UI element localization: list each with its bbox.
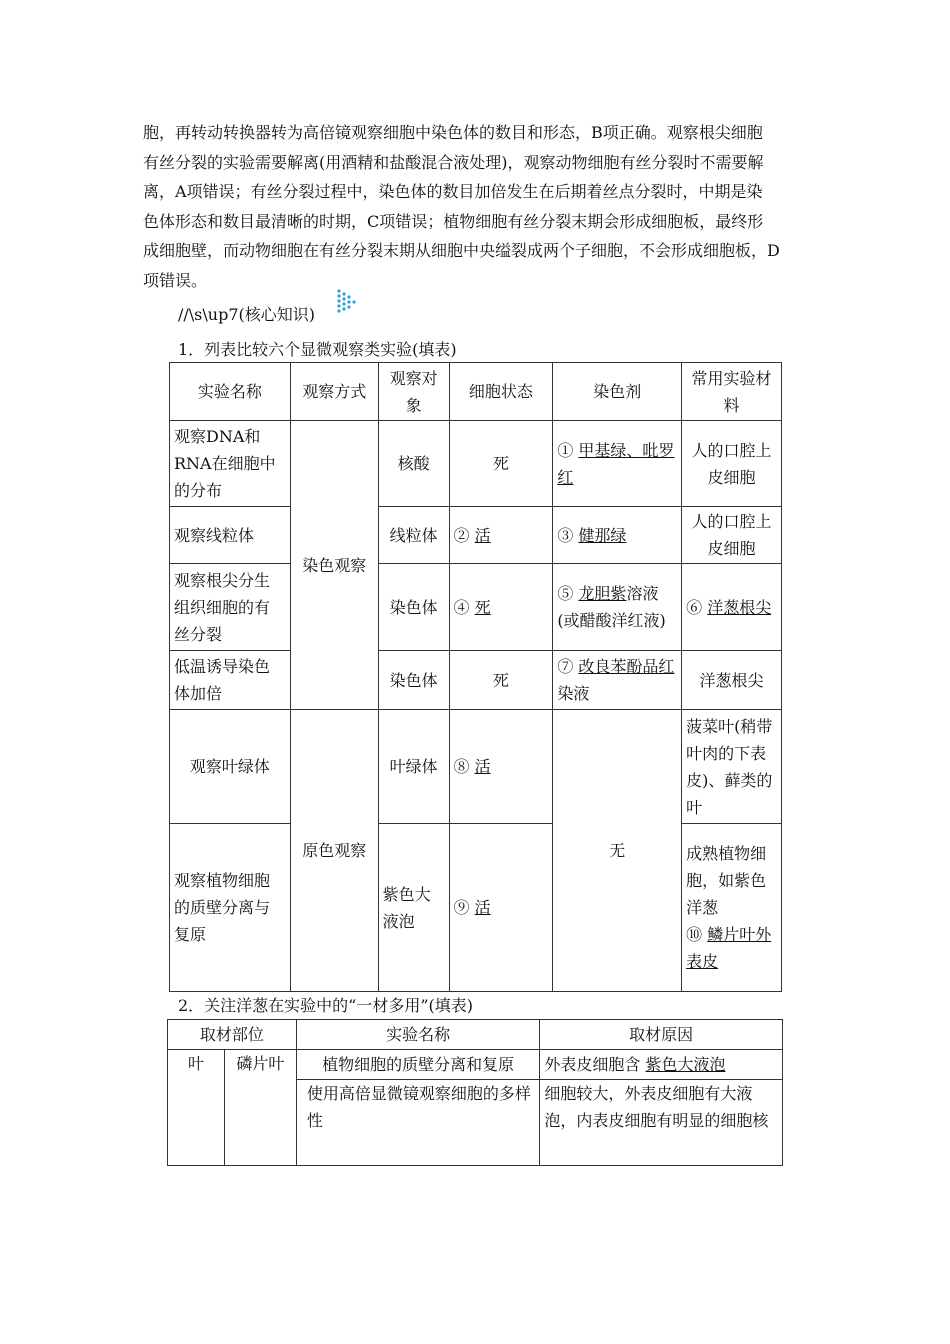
material-part: 叶: [168, 1050, 225, 1166]
onion-usage-table: [167, 1019, 783, 1166]
experiment-name: 观察DNA和RNA在细胞中的分布: [170, 421, 291, 507]
text-line: 有丝分裂的实验需要解离(用酒精和盐酸混合液处理)，观察动物细胞有丝分裂时不需要解: [143, 152, 764, 172]
table-row: [170, 824, 782, 992]
experiment-name: 观察叶绿体: [170, 710, 291, 824]
reason: 细胞较大，外表皮细胞有大液泡，内表皮细胞有明显的细胞核: [540, 1080, 783, 1166]
experiment-name: 观察根尖分生组织细胞的有丝分裂: [170, 564, 291, 651]
observed-object: 紫色大液泡: [378, 824, 449, 992]
filled-answer: 健那绿: [578, 525, 627, 545]
blank-number: ④: [453, 597, 470, 617]
table-row: [168, 1050, 783, 1080]
text-line: 胞，再转动转换器转为高倍镜观察细胞中染色体的数目和形态，B项正确。观察根尖细胞: [143, 123, 763, 142]
section-heading: [178, 302, 315, 325]
blank-number: ⑥: [686, 597, 703, 617]
section-2-title: 2．关注洋葱在实验中的“一材多用”(填表): [178, 996, 474, 1015]
answer-explanation: [143, 118, 811, 295]
heading-text: //\s\up7(核心知识): [178, 305, 315, 324]
observed-object: 核酸: [378, 421, 449, 507]
filled-answer: 死: [474, 597, 491, 617]
material: 菠菜叶(稍带叶肉的下表皮)、藓类的叶: [682, 710, 782, 824]
reason-text: 外表皮细胞含: [544, 1055, 641, 1074]
reason: [540, 1050, 783, 1080]
stain: [553, 564, 682, 651]
filled-answer: 甲基绿、吡罗红: [557, 440, 675, 487]
header-cell: 取材原因: [540, 1020, 783, 1050]
filled-answer: 活: [474, 757, 491, 776]
stain: [553, 421, 682, 507]
material-subpart: 磷片叶: [224, 1050, 296, 1166]
material: [682, 824, 782, 992]
observed-object: 线粒体: [378, 507, 449, 564]
table-row: [170, 710, 782, 824]
table-row: [170, 651, 782, 710]
header-cell: 细胞状态: [449, 363, 553, 421]
blank-number: ⑤: [557, 584, 574, 603]
stain: 无: [553, 710, 682, 992]
observation-method: 原色观察: [290, 710, 378, 992]
cell-state: [449, 507, 553, 564]
header-cell: 常用实验材料: [682, 363, 782, 421]
table-row: [170, 421, 782, 507]
observation-method: 染色观察: [290, 421, 378, 710]
table-header-row: [170, 363, 782, 421]
stain: [553, 651, 682, 710]
text-line: 项错误。: [143, 270, 208, 290]
experiment-name: 使用高倍显微镜观察细胞的多样性: [296, 1080, 540, 1166]
header-cell: 观察对象: [378, 363, 449, 421]
experiment-name: 植物细胞的质壁分离和复原: [296, 1050, 540, 1080]
header-cell: 染色剂: [553, 363, 682, 421]
arrow-icon: [336, 288, 356, 322]
filled-answer: 鳞片叶外表皮: [686, 925, 772, 971]
text-line: 成细胞壁，而动物细胞在有丝分裂末期从细胞中央缢裂成两个子细胞，不会形成细胞板，D: [143, 241, 780, 260]
filled-answer: 改良苯酚品红: [578, 657, 675, 676]
blank-number: ③: [557, 525, 574, 545]
section-1-title: 1．列表比较六个显微观察类实验(填表): [178, 340, 457, 359]
microscopy-experiments-table: [169, 362, 782, 992]
experiment-name: 观察线粒体: [170, 507, 291, 564]
blank-number: ⑨: [453, 898, 470, 917]
filled-answer: 洋葱根尖: [707, 597, 772, 617]
cell-state: 死: [449, 651, 553, 710]
table-header-row: [168, 1020, 783, 1050]
material: 人的口腔上皮细胞: [682, 507, 782, 564]
filled-answer: 紫色大液泡: [645, 1055, 726, 1074]
material-text: 成熟植物细胞，如紫色洋葱: [686, 844, 767, 917]
blank-number: ⑩: [686, 925, 703, 944]
filled-answer: 活: [474, 525, 491, 545]
cell-state: 死: [449, 421, 553, 507]
header-cell: 实验名称: [170, 363, 291, 421]
stain-suffix: 溶液(或醋酸洋红液): [557, 584, 666, 630]
blank-number: ⑦: [557, 657, 574, 676]
observed-object: 叶绿体: [378, 710, 449, 824]
blank-number: ②: [453, 525, 470, 545]
header-cell: 观察方式: [290, 363, 378, 421]
text-line: 离，A项错误；有丝分裂过程中，染色体的数目加倍发生在后期着丝点分裂时，中期是染: [143, 182, 763, 201]
stain-suffix: 染液: [557, 684, 590, 703]
observed-object: 染色体: [378, 564, 449, 651]
cell-state: [449, 564, 553, 651]
observed-object: 染色体: [378, 651, 449, 710]
header-cell: 取材部位: [168, 1020, 297, 1050]
blank-number: ⑧: [453, 757, 470, 776]
cell-state: [449, 824, 553, 992]
cell-state: [449, 710, 553, 824]
stain: [553, 507, 682, 564]
blank-number: ①: [557, 440, 574, 460]
text-line: 色体形态和数目最清晰的时期，C项错误；植物细胞有丝分裂末期会形成细胞板，最终形: [143, 211, 764, 231]
material: 人的口腔上皮细胞: [682, 421, 782, 507]
filled-answer: 龙胆紫: [578, 584, 627, 603]
material: [682, 564, 782, 651]
material: 洋葱根尖: [682, 651, 782, 710]
table-row: [170, 507, 782, 564]
filled-answer: 活: [474, 898, 491, 917]
header-cell: 实验名称: [296, 1020, 540, 1050]
experiment-name: 观察植物细胞的质壁分离与复原: [170, 824, 291, 992]
table-row: [170, 564, 782, 651]
experiment-name: 低温诱导染色体加倍: [170, 651, 291, 710]
